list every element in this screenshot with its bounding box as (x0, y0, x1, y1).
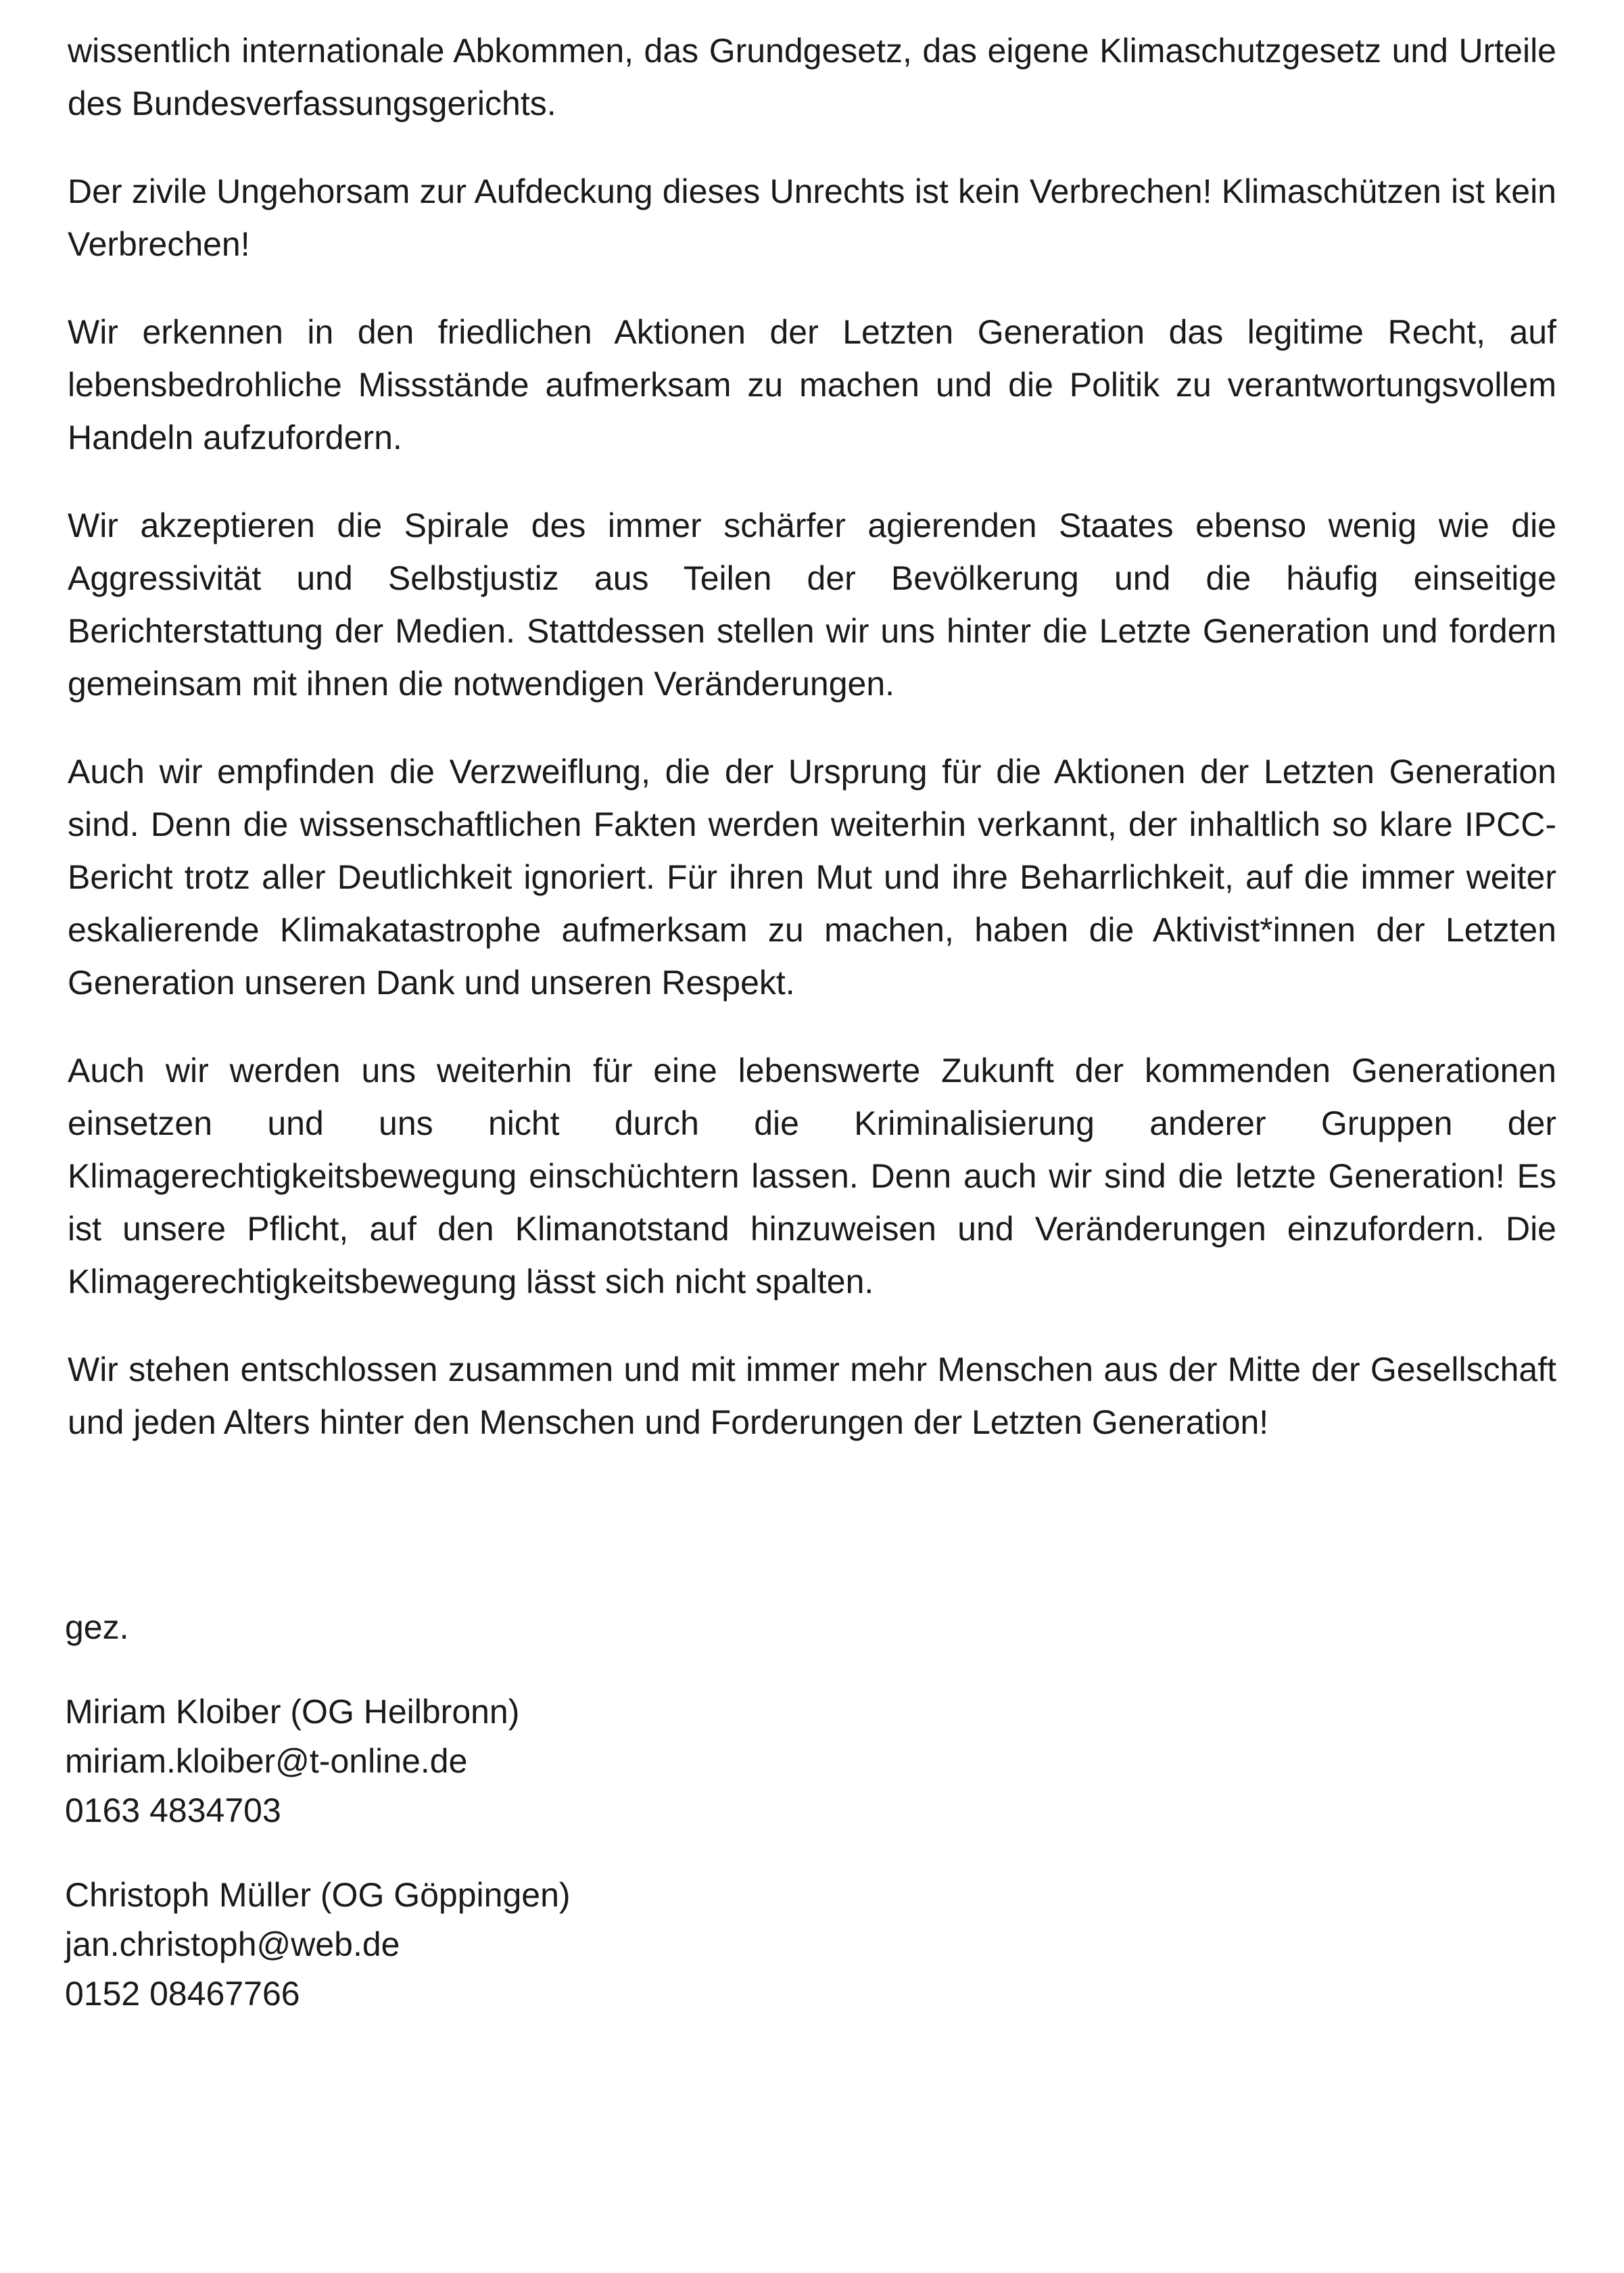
signer-1 (65, 1687, 1079, 1835)
signer-name: Christoph Müller (OG Göppingen) (65, 1876, 571, 1914)
signer-email: miriam.kloiber@t-online.de (65, 1742, 468, 1780)
signer-phone: 0152 08467766 (65, 1975, 300, 2013)
signer-name: Miriam Kloiber (OG Heilbronn) (65, 1693, 520, 1731)
paragraph-7: Wir stehen entschlossen zusammen und mit immer mehr Menschen aus der Mitte der Gesellschaft und jeden Alters hinter den Menschen und Forderungen der Letzten Generation! (68, 1351, 1556, 1441)
signature-block (65, 1603, 1079, 2019)
paragraph-4: Wir akzeptieren die Spirale des immer schärfer agierenden Staates ebenso wenig wie die Aggressivität und Selbstjustiz aus Teilen der Bevölkerung und die häufig einseitige Berichterstattung der Medien. Stattdessen stellen wir uns hinter die Letzte Generation und fordern gemeinsam mit ihnen die notwendigen Veränderungen. (68, 507, 1556, 703)
paragraph-3: Wir erkennen in den friedlichen Aktionen der Letzten Generation das legitime Recht, auf lebensbedrohliche Missstände aufmerksam zu machen und die Politik zu verantwortungsvollem Handeln aufzufordern. (68, 313, 1556, 456)
paragraph-5: Auch wir empfinden die Verzweiflung, die der Ursprung für die Aktionen der Letzten Generation sind. Denn die wissenschaftlichen Fakten werden weiterhin verkannt, der inhaltlich so klare IPCC-Bericht trotz aller Deutlichkeit ignoriert. Für ihren Mut und ihre Beharrlichkeit, auf die immer weiter eskalierende Klimakatastrophe aufmerksam zu machen, haben die Aktivist*innen der Letzten Generation unseren Dank und unseren Respekt. (68, 753, 1556, 1002)
closing-gez: gez. (65, 1608, 129, 1646)
paragraph-1: wissentlich internationale Abkommen, das Grundgesetz, das eigene Klimaschutzgesetz und Urteile des Bundesverfassungsgerichts. (68, 32, 1556, 122)
paragraph-2: Der zivile Ungehorsam zur Aufdeckung dieses Unrechts ist kein Verbrechen! Klimaschützen ist kein Verbrechen! (68, 172, 1556, 263)
signer-2 (65, 1871, 1079, 2019)
paragraph-6: Auch wir werden uns weiterhin für eine lebenswerte Zukunft der kommenden Generationen einsetzen und uns nicht durch die Kriminalisierung anderer Gruppen der Klimagerechtigkeitsbewegung einschüchtern lassen. Denn auch wir sind die letzte Generation! Es ist unsere Pflicht, auf den Klimanotstand hinzuweisen und Veränderungen einzufordern. Die Klimagerechtigkeitsbewegung lässt sich nicht spalten. (68, 1052, 1556, 1300)
signer-email: jan.christoph@web.de (65, 1925, 400, 1963)
letter-body (68, 24, 1556, 1449)
signer-phone: 0163 4834703 (65, 1791, 281, 1829)
